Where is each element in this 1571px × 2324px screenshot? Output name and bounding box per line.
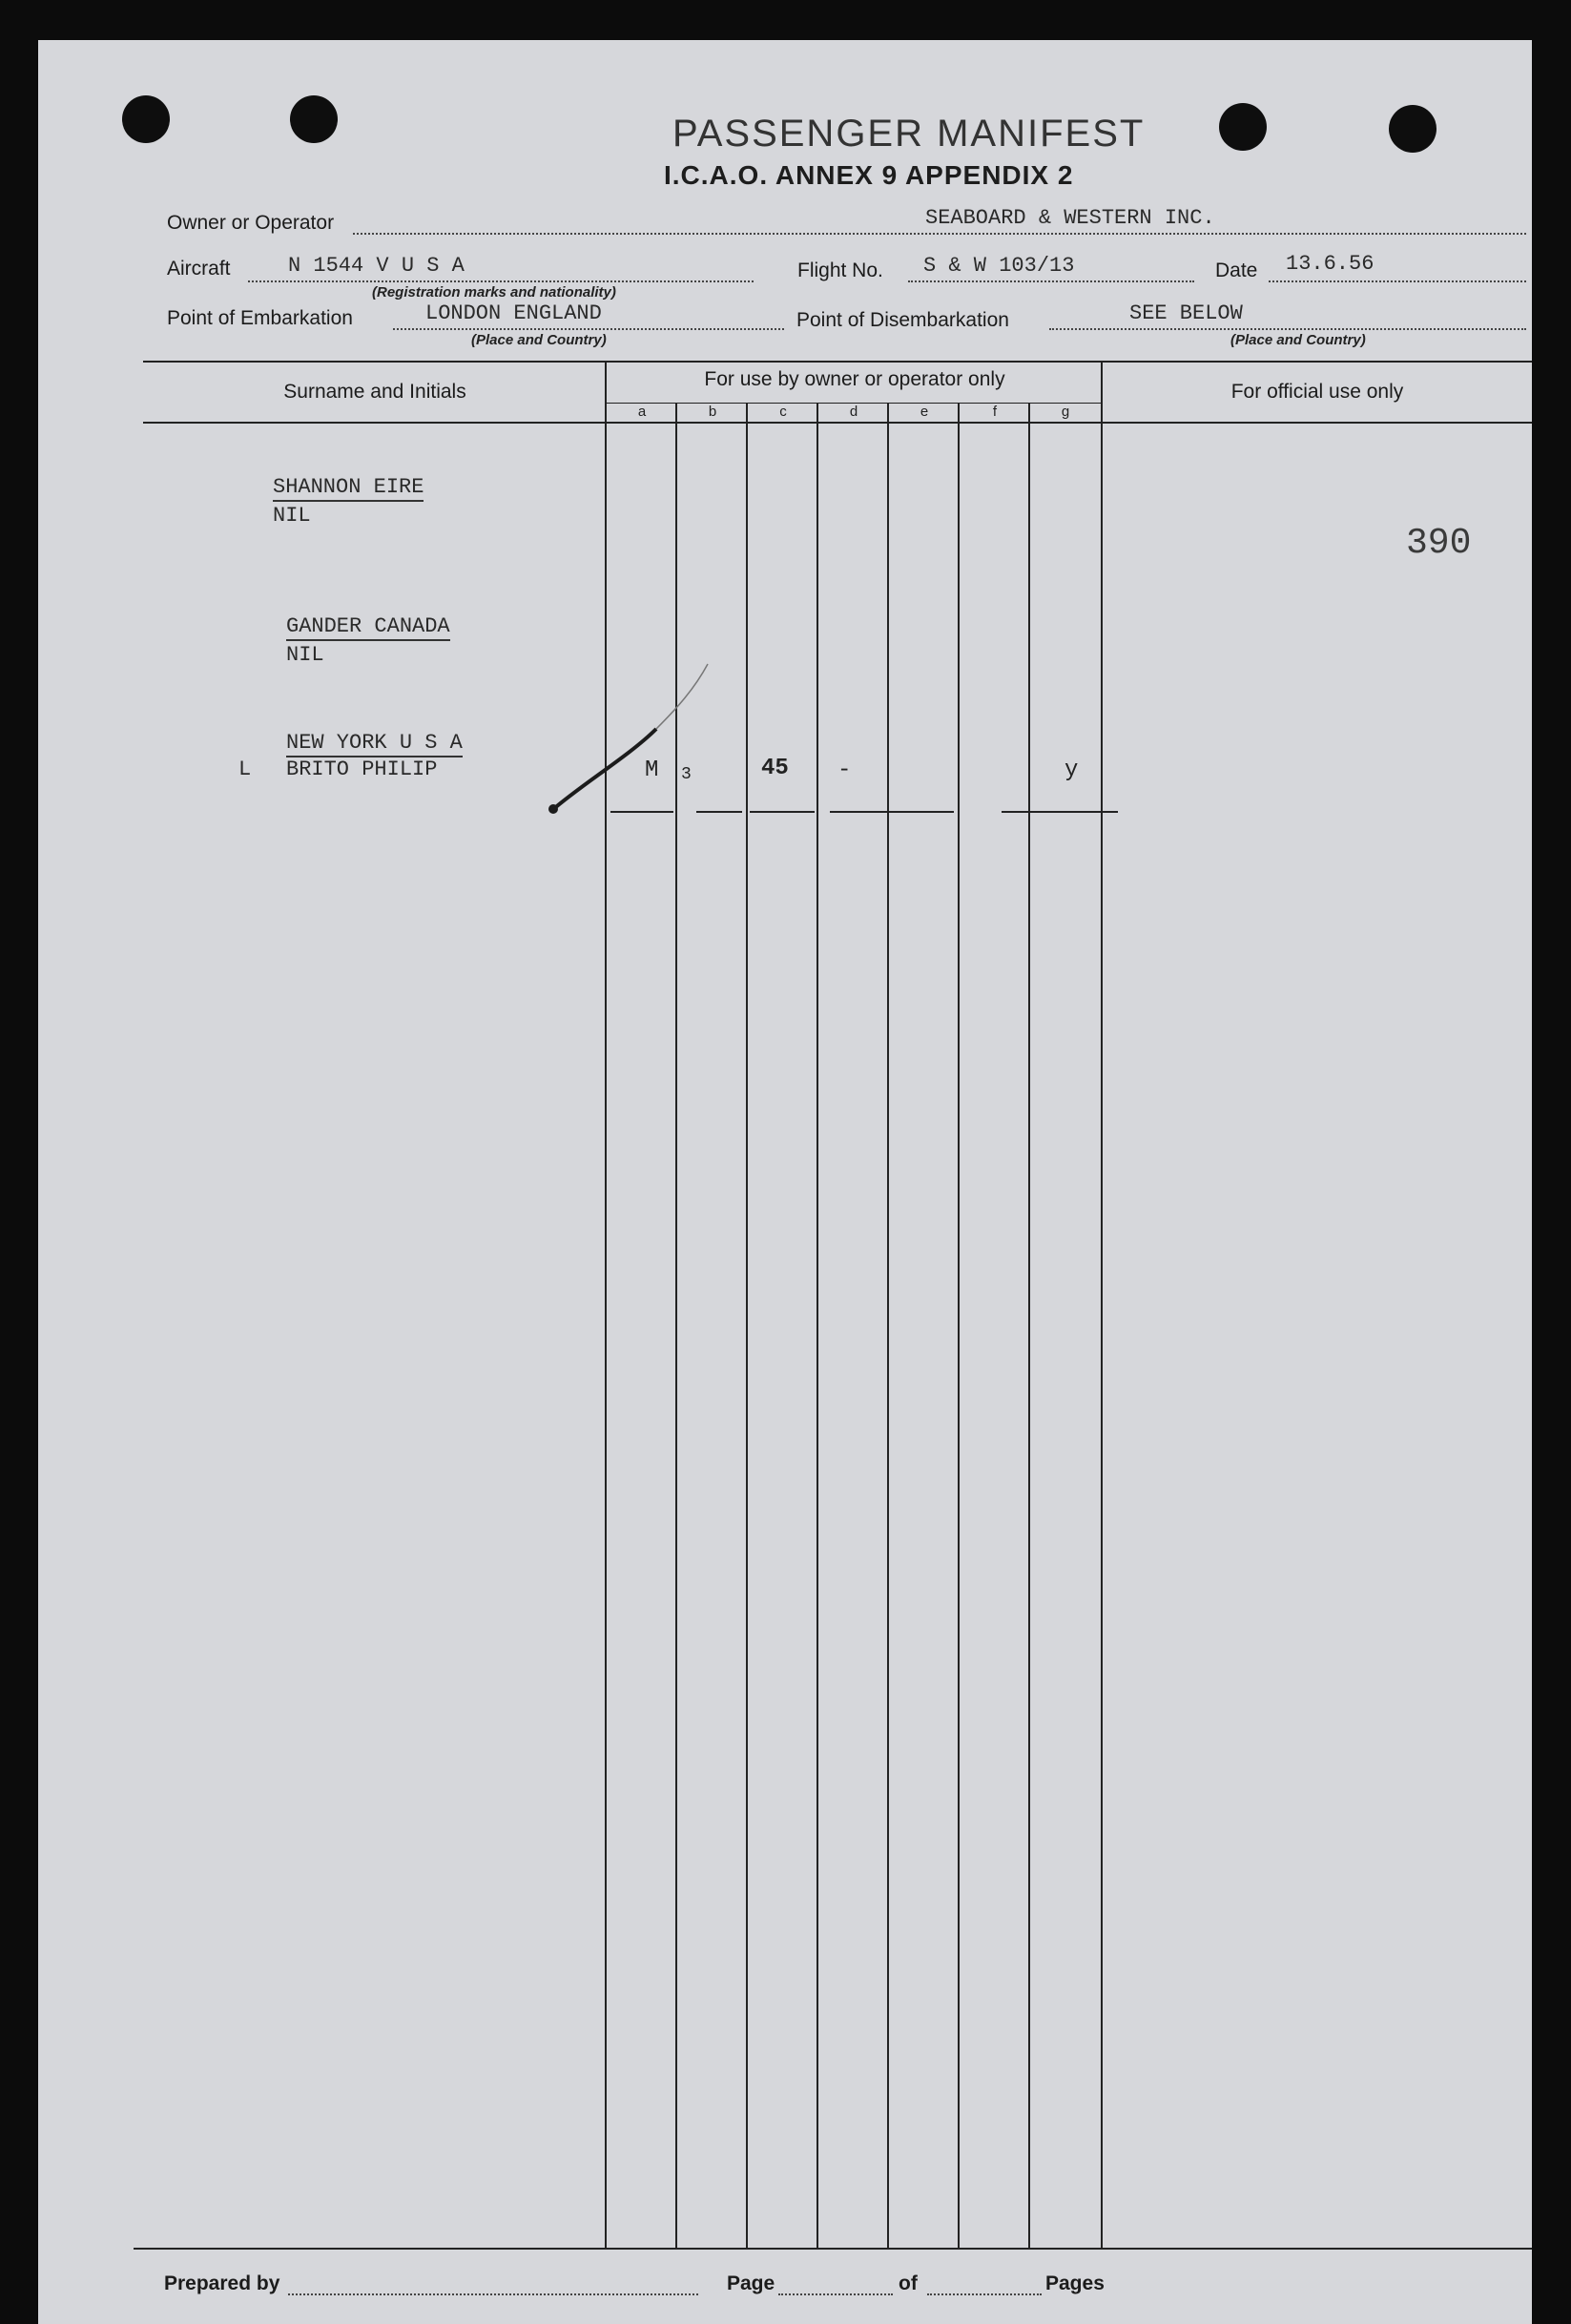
official-number: 390	[1406, 523, 1472, 564]
column-divider	[958, 403, 960, 2248]
cell-g: y	[1065, 757, 1079, 783]
disembarkation-value: SEE BELOW	[1129, 301, 1243, 325]
column-divider	[887, 403, 889, 2248]
cell-a: M	[645, 757, 659, 783]
stop1-place	[273, 475, 424, 499]
of-dotted-line	[927, 2293, 1042, 2295]
punch-hole	[1219, 103, 1267, 151]
surname-column-header: Surname and Initials	[283, 381, 466, 403]
passenger-name: BRITO PHILIP	[286, 757, 438, 781]
aircraft-label: Aircraft	[167, 258, 231, 280]
flight-dotted-line	[908, 280, 1194, 282]
stop2-place-text: GANDER CANADA	[286, 614, 450, 641]
official-use-column-header: For official use only	[1230, 381, 1404, 403]
footer-rule	[134, 2248, 1532, 2250]
owner-label: Owner or Operator	[167, 212, 335, 234]
passenger-row-rule	[610, 811, 673, 813]
disembarkation-label: Point of Disembarkation	[796, 309, 1009, 331]
subcol-e: e	[920, 404, 929, 420]
disembarkation-dotted-line	[1049, 328, 1526, 330]
manifest-page	[38, 40, 1532, 2324]
passenger-row-rule	[830, 811, 954, 813]
column-divider	[746, 403, 748, 2248]
punch-hole	[122, 95, 170, 143]
punch-hole	[290, 95, 338, 143]
prepared-by-label: Prepared by	[164, 2272, 280, 2294]
embarkation-note: (Place and Country)	[471, 332, 607, 348]
flight-label: Flight No.	[797, 259, 883, 281]
passenger-prefix: L	[238, 757, 252, 781]
prepared-by-dotted-line	[288, 2293, 698, 2295]
table-header-rule	[143, 422, 1532, 424]
date-value: 13.6.56	[1286, 252, 1375, 276]
owner-dotted-line	[353, 233, 1526, 235]
form-subtitle: I.C.A.O. ANNEX 9 APPENDIX 2	[664, 160, 1074, 190]
passenger-row-rule	[750, 811, 815, 813]
stop1-place-text: SHANNON EIRE	[273, 475, 424, 502]
disembarkation-note: (Place and Country)	[1230, 332, 1366, 348]
subcol-b: b	[708, 404, 717, 420]
aircraft-dotted-line	[248, 280, 754, 282]
cell-d: -	[837, 757, 852, 783]
column-divider	[605, 361, 607, 2248]
column-divider	[1028, 403, 1030, 2248]
stop3-place-text: NEW YORK U S A	[286, 731, 463, 757]
stop2-value: NIL	[286, 643, 324, 667]
subcol-d: d	[849, 404, 858, 420]
cell-b: 3	[681, 765, 692, 784]
table-top-rule	[143, 361, 1532, 363]
of-label: of	[899, 2272, 918, 2294]
pencil-check-mark	[544, 651, 734, 832]
date-dotted-line	[1269, 280, 1526, 282]
passenger-row-rule	[696, 811, 742, 813]
cell-c: 45	[761, 756, 789, 781]
embarkation-label: Point of Embarkation	[167, 307, 353, 329]
form-title: PASSENGER MANIFEST	[672, 113, 1146, 155]
subcol-f: f	[992, 404, 998, 420]
owner-value: SEABOARD & WESTERN INC.	[925, 206, 1215, 230]
owner-use-column-header: For use by owner or operator only	[704, 368, 1005, 390]
passenger-row-rule	[1002, 811, 1118, 813]
pages-label: Pages	[1045, 2272, 1105, 2294]
flight-value: S & W 103/13	[923, 254, 1075, 278]
column-divider	[1101, 361, 1103, 2248]
page-label: Page	[727, 2272, 775, 2294]
subcol-c: c	[779, 404, 787, 420]
date-label: Date	[1215, 259, 1258, 281]
stop3-place	[286, 731, 463, 755]
aircraft-note: (Registration marks and nationality)	[372, 284, 616, 301]
stop2-place	[286, 614, 450, 638]
aircraft-value: N 1544 V U S A	[288, 254, 465, 278]
page-dotted-line	[778, 2293, 893, 2295]
stop1-value: NIL	[273, 504, 311, 528]
punch-hole	[1389, 105, 1437, 153]
column-divider	[817, 403, 818, 2248]
subcol-a: a	[637, 404, 647, 420]
embarkation-dotted-line	[393, 328, 784, 330]
subcol-g: g	[1061, 404, 1070, 420]
embarkation-value: LONDON ENGLAND	[425, 301, 602, 325]
